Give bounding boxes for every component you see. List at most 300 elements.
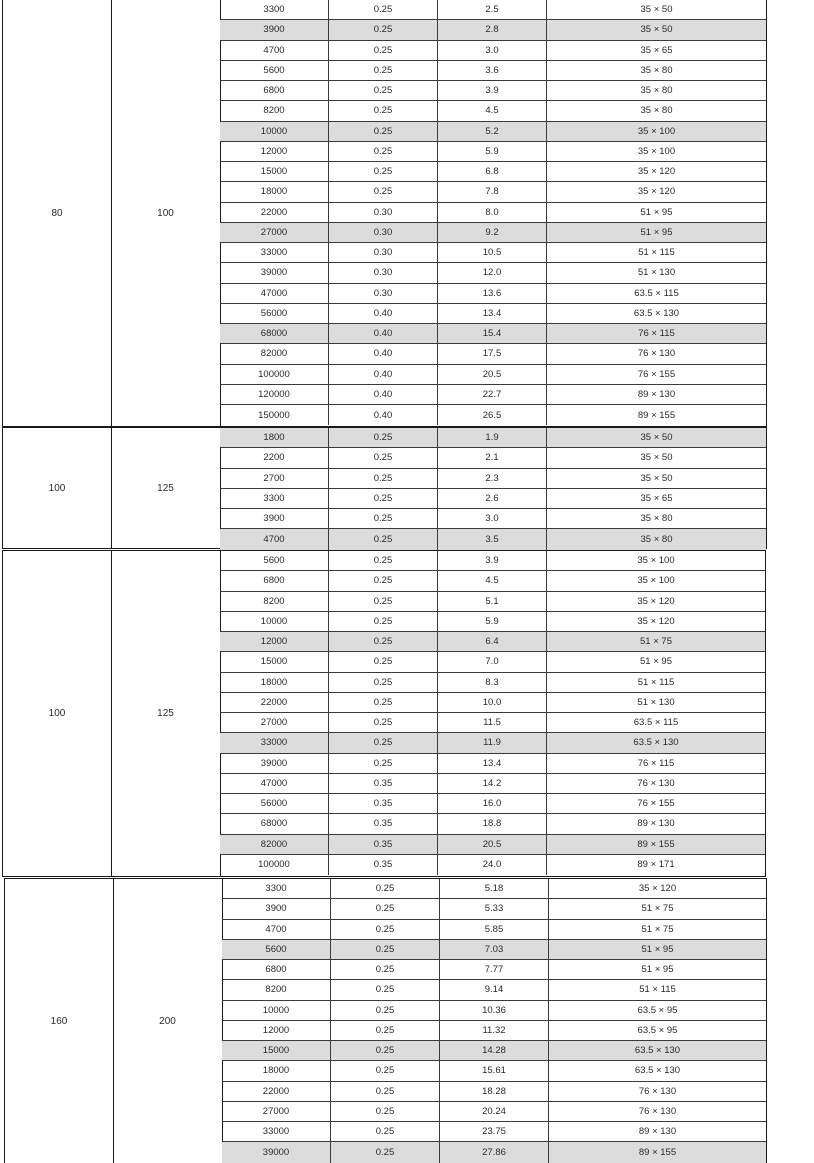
- capacitance-cell: 18000: [220, 673, 329, 692]
- current-cell: 18.8: [438, 814, 547, 833]
- size-cell: 51 × 130: [637, 696, 675, 708]
- capacitance-cell: 6800: [220, 81, 329, 100]
- value-cell: 0.25: [329, 754, 438, 773]
- value-cell: 0.25: [331, 879, 440, 898]
- value-cell: 0.25: [329, 733, 438, 752]
- current-cell: 3.9: [438, 551, 547, 570]
- value-cell: 0.40: [329, 405, 438, 425]
- size-cell: 51 × 95: [640, 656, 672, 668]
- table-row: [220, 324, 766, 344]
- capacitance-cell: 68000: [220, 324, 329, 343]
- capacitance-cell: 39000: [220, 263, 329, 282]
- size-cell: 63.5 × 95: [637, 1004, 678, 1016]
- size-cell: 63.5 × 115: [634, 287, 679, 299]
- size-cell: 35 × 80: [640, 105, 673, 117]
- size-cell: 35 × 65: [640, 44, 673, 56]
- value-cell: 0.30: [329, 284, 438, 303]
- size-cell: 51 × 115: [637, 676, 675, 688]
- value-cell: 0.25: [329, 489, 438, 508]
- current-cell: 4.5: [438, 101, 547, 120]
- size-cell: 89 × 155: [638, 1146, 677, 1158]
- capacitance-cell: 3300: [220, 489, 329, 508]
- table-group-2: [2, 427, 767, 549]
- current-cell: 9.14: [440, 980, 549, 999]
- size-cell: 35 × 50: [640, 452, 673, 464]
- size-cell: 51 × 95: [641, 943, 674, 955]
- table-row: [220, 81, 766, 101]
- table-row: [220, 652, 765, 672]
- capacitance-cell: 6800: [222, 960, 331, 979]
- size-cell: 51 × 75: [641, 923, 674, 935]
- current-cell: 18.28: [440, 1082, 549, 1101]
- current-cell: 7.8: [438, 182, 547, 201]
- table-group-1: [2, 0, 767, 427]
- table-row: [220, 203, 766, 223]
- current-cell: 23.75: [440, 1122, 549, 1141]
- current-cell: 16.0: [438, 794, 547, 813]
- current-cell: 9.2: [438, 223, 547, 242]
- size-cell: 35 × 100: [637, 555, 675, 567]
- value-cell: 0.25: [329, 448, 438, 467]
- table-row: [220, 713, 765, 733]
- size-cell: 51 × 130: [637, 267, 676, 279]
- size-cell: 51 × 95: [640, 226, 673, 238]
- value-cell: 0.25: [331, 1142, 440, 1162]
- current-cell: 8.3: [438, 673, 547, 692]
- size-cell: 51 × 115: [639, 984, 676, 996]
- table-row: [222, 1122, 766, 1142]
- size-cell: 51 × 75: [641, 903, 674, 915]
- current-cell: 7.03: [440, 940, 549, 959]
- size-cell: 35 × 120: [637, 166, 676, 178]
- current-cell: 3.5: [438, 529, 547, 549]
- table-row: [220, 61, 766, 81]
- current-cell: 2.3: [438, 469, 547, 488]
- capacitance-cell: 27000: [222, 1102, 331, 1121]
- table-row: [220, 632, 765, 652]
- current-cell: 3.6: [438, 61, 547, 80]
- capacitance-cell: 100000: [220, 855, 329, 875]
- value-cell: 0.35: [329, 794, 438, 813]
- size-cell: 76 × 130: [638, 1085, 677, 1097]
- current-cell: 12.0: [438, 263, 547, 282]
- capacitance-cell: 68000: [220, 814, 329, 833]
- capacitance-cell: 18000: [222, 1061, 331, 1080]
- capacitance-cell: 3900: [222, 899, 331, 918]
- current-cell: 5.85: [440, 920, 549, 939]
- size-cell: 89 × 155: [637, 838, 675, 850]
- value-cell: 0.30: [329, 203, 438, 222]
- capacitance-cell: 5600: [220, 551, 329, 570]
- size-cell: 89 × 130: [637, 818, 675, 830]
- capacitance-cell: 39000: [220, 754, 329, 773]
- table-row: [220, 612, 765, 632]
- current-cell: 5.1: [438, 592, 547, 611]
- size-cell: 89 × 155: [637, 409, 676, 421]
- capacitance-cell: 4700: [220, 529, 329, 549]
- table-row: [220, 469, 766, 489]
- table-row: [220, 693, 765, 713]
- current-cell: 2.1: [438, 448, 547, 467]
- table-row: [220, 814, 765, 834]
- table-row: [220, 344, 766, 364]
- size-cell: 51 × 75: [640, 636, 672, 648]
- table-row: [220, 41, 766, 61]
- size-cell: 35 × 80: [640, 513, 673, 525]
- value-cell: 0.25: [331, 980, 440, 999]
- table-row: [222, 1102, 766, 1122]
- current-cell: 3.0: [438, 509, 547, 528]
- current-cell: 4.5: [438, 571, 547, 590]
- capacitance-cell: 82000: [220, 344, 329, 363]
- capacitance-cell: 10000: [220, 122, 329, 141]
- current-cell: 3.9: [438, 81, 547, 100]
- size-cell: 35 × 120: [638, 883, 677, 895]
- capacitance-cell: 22000: [220, 203, 329, 222]
- group-col1-value: 100: [3, 428, 112, 548]
- size-cell: 76 × 115: [638, 328, 675, 340]
- table-row: [220, 284, 766, 304]
- group-rows: [220, 428, 766, 550]
- size-cell: 63.5 × 115: [633, 717, 679, 729]
- current-cell: 6.8: [438, 162, 547, 181]
- group-col1-value: 100: [3, 551, 112, 876]
- current-cell: 11.5: [438, 713, 547, 732]
- table-row: [220, 794, 765, 814]
- value-cell: 0.25: [329, 529, 438, 549]
- capacitance-cell: 82000: [220, 835, 329, 854]
- group-rows: [222, 879, 766, 1163]
- capacitance-cell: 4700: [222, 920, 331, 939]
- group-col1-value: 80: [3, 0, 112, 426]
- value-cell: 0.25: [329, 41, 438, 60]
- capacitance-cell: 3300: [222, 879, 331, 898]
- size-cell: 89 × 130: [637, 388, 676, 400]
- value-cell: 0.25: [329, 612, 438, 631]
- group-col2-value: 125: [111, 428, 221, 548]
- capacitance-cell: 2700: [220, 469, 329, 488]
- current-cell: 2.5: [438, 0, 547, 19]
- current-cell: 2.6: [438, 489, 547, 508]
- capacitance-cell: 12000: [222, 1021, 331, 1040]
- table-row: [222, 1142, 766, 1162]
- capacitance-cell: 10000: [222, 1001, 331, 1020]
- value-cell: 0.25: [331, 899, 440, 918]
- capacitance-cell: 120000: [220, 385, 329, 404]
- size-cell: 35 × 100: [637, 125, 676, 137]
- capacitance-cell: 33000: [220, 243, 329, 262]
- capacitance-cell: 15000: [220, 162, 329, 181]
- value-cell: 0.25: [329, 61, 438, 80]
- current-cell: 22.7: [438, 385, 547, 404]
- table-row: [222, 940, 766, 960]
- table-row: [220, 774, 765, 794]
- value-cell: 0.40: [329, 365, 438, 384]
- capacitance-cell: 47000: [220, 774, 329, 793]
- size-cell: 63.5 × 130: [633, 737, 679, 749]
- table-row: [222, 1041, 766, 1061]
- value-cell: 0.25: [329, 0, 438, 19]
- table-row: [222, 1082, 766, 1102]
- group-rows: [220, 551, 765, 875]
- capacitance-cell: 12000: [220, 142, 329, 161]
- table-row: [220, 571, 765, 591]
- size-cell: 51 × 115: [638, 247, 675, 259]
- table-row: [220, 754, 765, 774]
- value-cell: 0.25: [331, 1041, 440, 1060]
- capacitance-cell: 8200: [222, 980, 331, 999]
- value-cell: 0.25: [329, 428, 438, 447]
- size-cell: 76 × 155: [637, 798, 675, 810]
- current-cell: 10.0: [438, 693, 547, 712]
- size-cell: 51 × 95: [641, 964, 674, 976]
- group-col2-value: 125: [111, 551, 221, 876]
- current-cell: 13.4: [438, 304, 547, 323]
- value-cell: 0.25: [331, 1102, 440, 1121]
- table-row: [222, 1061, 766, 1081]
- value-cell: 0.25: [329, 592, 438, 611]
- value-cell: 0.25: [331, 1001, 440, 1020]
- current-cell: 5.18: [440, 879, 549, 898]
- value-cell: 0.40: [329, 344, 438, 363]
- capacitance-cell: 3300: [220, 0, 329, 19]
- current-cell: 5.33: [440, 899, 549, 918]
- capacitance-cell: 1800: [220, 428, 329, 447]
- size-cell: 35 × 80: [640, 64, 673, 76]
- current-cell: 5.9: [438, 142, 547, 161]
- table-row: [220, 365, 766, 385]
- current-cell: 11.32: [440, 1021, 549, 1040]
- table-row: [220, 733, 765, 753]
- capacitance-cell: 47000: [220, 284, 329, 303]
- value-cell: 0.25: [331, 940, 440, 959]
- size-cell: 76 × 130: [637, 348, 676, 360]
- table-row: [220, 243, 766, 263]
- current-cell: 14.28: [440, 1041, 549, 1060]
- capacitance-cell: 12000: [220, 632, 329, 651]
- value-cell: 0.25: [331, 1021, 440, 1040]
- value-cell: 0.25: [329, 182, 438, 201]
- value-cell: 0.25: [329, 122, 438, 141]
- value-cell: 0.30: [329, 223, 438, 242]
- current-cell: 20.5: [438, 835, 547, 854]
- size-cell: 35 × 120: [637, 615, 675, 627]
- current-cell: 3.0: [438, 41, 547, 60]
- table-row: [220, 405, 766, 425]
- value-cell: 0.25: [329, 20, 438, 39]
- table-row: [220, 101, 766, 121]
- capacitance-cell: 100000: [220, 365, 329, 384]
- size-cell: 76 × 115: [637, 757, 675, 769]
- table-row: [222, 980, 766, 1000]
- group-col1-value: 160: [5, 879, 114, 1163]
- table-row: [220, 182, 766, 202]
- table-group-4: [4, 878, 767, 1163]
- size-cell: 35 × 100: [637, 145, 676, 157]
- value-cell: 0.35: [329, 855, 438, 875]
- current-cell: 26.5: [438, 405, 547, 425]
- capacitance-cell: 6800: [220, 571, 329, 590]
- table-row: [220, 0, 766, 20]
- capacitance-cell: 56000: [220, 794, 329, 813]
- value-cell: 0.25: [329, 101, 438, 120]
- table-row: [220, 304, 766, 324]
- value-cell: 0.25: [329, 571, 438, 590]
- group-col2-value: 200: [113, 879, 223, 1163]
- value-cell: 0.25: [331, 1082, 440, 1101]
- value-cell: 0.25: [329, 509, 438, 528]
- capacitance-cell: 4700: [220, 41, 329, 60]
- value-cell: 0.25: [331, 920, 440, 939]
- value-cell: 0.40: [329, 385, 438, 404]
- group-rows: [220, 0, 766, 425]
- capacitance-cell: 27000: [220, 713, 329, 732]
- size-cell: 63.5 × 130: [634, 1065, 681, 1077]
- size-cell: 76 × 130: [637, 777, 675, 789]
- current-cell: 5.2: [438, 122, 547, 141]
- size-cell: 35 × 100: [637, 575, 675, 587]
- size-cell: 76 × 155: [637, 368, 676, 380]
- capacitance-cell: 5600: [220, 61, 329, 80]
- capacitance-cell: 3900: [220, 509, 329, 528]
- size-cell: 63.5 × 95: [637, 1024, 678, 1036]
- current-cell: 8.0: [438, 203, 547, 222]
- size-cell: 76 × 130: [638, 1105, 677, 1117]
- value-cell: 0.25: [329, 652, 438, 671]
- size-cell: 89 × 171: [637, 859, 675, 871]
- size-cell: 63.5 × 130: [633, 307, 680, 319]
- table-row: [220, 448, 766, 468]
- current-cell: 7.0: [438, 652, 547, 671]
- current-cell: 13.6: [438, 284, 547, 303]
- capacitance-cell: 22000: [222, 1082, 331, 1101]
- capacitance-cell: 2200: [220, 448, 329, 467]
- current-cell: 17.5: [438, 344, 547, 363]
- size-cell: 35 × 50: [640, 472, 673, 484]
- current-cell: 2.8: [438, 20, 547, 39]
- value-cell: 0.25: [329, 469, 438, 488]
- capacitance-cell: 15000: [222, 1041, 331, 1060]
- table-row: [222, 1001, 766, 1021]
- value-cell: 0.35: [329, 835, 438, 854]
- current-cell: 10.36: [440, 1001, 549, 1020]
- capacitance-cell: 22000: [220, 693, 329, 712]
- value-cell: 0.30: [329, 243, 438, 262]
- value-cell: 0.25: [331, 1061, 440, 1080]
- table-row: [220, 142, 766, 162]
- table-row: [220, 223, 766, 243]
- table-row: [220, 428, 766, 448]
- table-row: [220, 162, 766, 182]
- value-cell: 0.35: [329, 814, 438, 833]
- capacitance-cell: 8200: [220, 592, 329, 611]
- capacitance-cell: 33000: [222, 1122, 331, 1141]
- current-cell: 1.9: [438, 428, 547, 447]
- value-cell: 0.25: [329, 673, 438, 692]
- table-row: [220, 673, 765, 693]
- value-cell: 0.25: [329, 162, 438, 181]
- capacitance-cell: 39000: [222, 1142, 331, 1162]
- current-cell: 20.24: [440, 1102, 549, 1121]
- capacitance-cell: 3900: [220, 20, 329, 39]
- table-row: [222, 1021, 766, 1041]
- capacitance-cell: 56000: [220, 304, 329, 323]
- capacitance-cell: 15000: [220, 652, 329, 671]
- current-cell: 24.0: [438, 855, 547, 875]
- table-row: [220, 592, 765, 612]
- capacitance-cell: 18000: [220, 182, 329, 201]
- table-row: [220, 489, 766, 509]
- table-row: [220, 551, 765, 571]
- table-row: [222, 879, 766, 899]
- capacitance-cell: 8200: [220, 101, 329, 120]
- current-cell: 13.4: [438, 754, 547, 773]
- group-col2-value: 100: [111, 0, 221, 426]
- value-cell: 0.25: [329, 142, 438, 161]
- table-row: [222, 960, 766, 980]
- size-cell: 51 × 95: [640, 206, 673, 218]
- capacitance-cell: 27000: [220, 223, 329, 242]
- current-cell: 20.5: [438, 365, 547, 384]
- value-cell: 0.25: [329, 632, 438, 651]
- size-cell: 89 × 130: [638, 1126, 677, 1138]
- size-cell: 63.5 × 130: [634, 1045, 681, 1057]
- table-group-3: [2, 550, 766, 877]
- capacitance-cell: 10000: [220, 612, 329, 631]
- table-row: [220, 385, 766, 405]
- current-cell: 14.2: [438, 774, 547, 793]
- size-cell: 35 × 120: [637, 595, 675, 607]
- value-cell: 0.25: [329, 551, 438, 570]
- size-cell: 35 × 80: [640, 533, 673, 545]
- table-row: [220, 509, 766, 529]
- current-cell: 27.86: [440, 1142, 549, 1162]
- table-row: [222, 899, 766, 919]
- current-cell: 5.9: [438, 612, 547, 631]
- current-cell: 10.5: [438, 243, 547, 262]
- value-cell: 0.40: [329, 324, 438, 343]
- size-cell: 35 × 50: [640, 4, 673, 16]
- table-row: [222, 920, 766, 940]
- size-cell: 35 × 80: [640, 85, 673, 97]
- value-cell: 0.25: [329, 693, 438, 712]
- capacitance-cell: 33000: [220, 733, 329, 752]
- current-cell: 15.4: [438, 324, 547, 343]
- size-cell: 35 × 50: [640, 24, 673, 36]
- table-row: [220, 529, 766, 549]
- size-cell: 35 × 65: [640, 492, 673, 504]
- size-cell: 35 × 120: [637, 186, 676, 198]
- current-cell: 7.77: [440, 960, 549, 979]
- table-row: [220, 20, 766, 40]
- table-row: [220, 263, 766, 283]
- current-cell: 6.4: [438, 632, 547, 651]
- value-cell: 0.25: [329, 81, 438, 100]
- value-cell: 0.40: [329, 304, 438, 323]
- current-cell: 15.61: [440, 1061, 549, 1080]
- value-cell: 0.25: [331, 1122, 440, 1141]
- capacitance-cell: 5600: [222, 940, 331, 959]
- value-cell: 0.35: [329, 774, 438, 793]
- current-cell: 11.9: [438, 733, 547, 752]
- value-cell: 0.25: [331, 960, 440, 979]
- value-cell: 0.25: [329, 713, 438, 732]
- table-row: [220, 855, 765, 875]
- table-row: [220, 122, 766, 142]
- table-row: [220, 835, 765, 855]
- capacitance-cell: 150000: [220, 405, 329, 425]
- size-cell: 35 × 50: [640, 432, 673, 444]
